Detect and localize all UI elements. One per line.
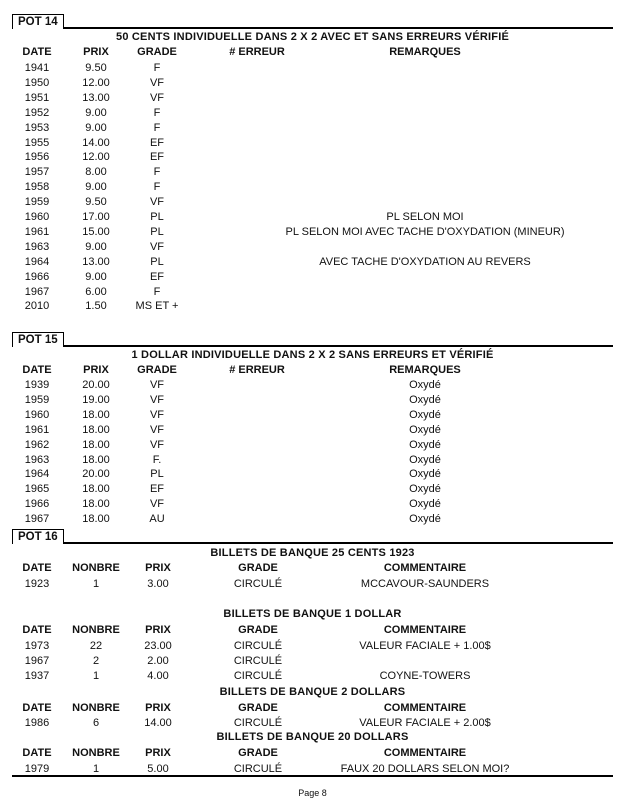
cell-comment: VALEUR FACIALE + 1.00$ bbox=[359, 640, 491, 652]
column-header: PRIX bbox=[145, 702, 171, 714]
column-header: GRADE bbox=[137, 364, 177, 376]
cell-grade: VF bbox=[149, 196, 165, 209]
cell-price: 18.00 bbox=[82, 438, 110, 451]
cell-price: 8.00 bbox=[85, 166, 107, 179]
cell-price: 13.00 bbox=[82, 255, 110, 268]
cell-date: 1952 bbox=[24, 106, 50, 119]
column-header: NONBRE bbox=[72, 747, 120, 759]
cell-grade: CIRCULÉ bbox=[233, 763, 283, 775]
cell-remark: Oxydé bbox=[409, 438, 441, 451]
cell-remark: PL SELON MOI bbox=[386, 211, 464, 223]
cell-date: 1950 bbox=[24, 76, 50, 89]
cell-price: 3.00 bbox=[147, 578, 169, 590]
column-header: COMMENTAIRE bbox=[383, 747, 467, 759]
cell-price: 12.00 bbox=[82, 76, 110, 89]
cell-price: 12.00 bbox=[82, 151, 110, 164]
cell-date: 1961 bbox=[24, 423, 50, 436]
cell-grade: PL bbox=[150, 255, 164, 268]
cell-date: 1979 bbox=[24, 763, 50, 775]
pot-label: POT 15 bbox=[12, 332, 64, 347]
cell-price: 17.00 bbox=[82, 211, 110, 223]
cell-comment: MCCAVOUR-SAUNDERS bbox=[360, 578, 490, 590]
cell-price: 9.00 bbox=[85, 181, 107, 194]
column-header: DATE bbox=[22, 702, 52, 714]
cell-price: 19.00 bbox=[82, 393, 110, 406]
cell-remark: Oxydé bbox=[409, 393, 441, 406]
cell-grade: VF bbox=[149, 498, 165, 511]
pot-label: POT 16 bbox=[12, 529, 64, 544]
column-header: # ERREUR bbox=[229, 364, 285, 376]
cell-grade: VF bbox=[149, 438, 165, 451]
cell-grade: PL bbox=[150, 211, 164, 223]
cell-grade: F bbox=[153, 62, 161, 74]
cell-price: 6.00 bbox=[85, 285, 107, 298]
cell-grade: CIRCULÉ bbox=[233, 669, 283, 682]
cell-price: 18.00 bbox=[82, 513, 110, 526]
cell-grade: F bbox=[153, 121, 161, 134]
cell-date: 1963 bbox=[24, 240, 50, 253]
cell-grade: EF bbox=[149, 151, 165, 164]
column-header: PRIX bbox=[83, 46, 109, 58]
cell-date: 1960 bbox=[24, 211, 50, 223]
cell-remark: Oxydé bbox=[409, 483, 441, 496]
cell-count: 22 bbox=[89, 640, 103, 652]
cell-count: 2 bbox=[92, 654, 100, 667]
cell-grade: AU bbox=[149, 513, 165, 526]
section-title: 50 CENTS INDIVIDUELLE DANS 2 X 2 AVEC ET SANS ERREURS VÉRIFIÉ bbox=[116, 31, 509, 43]
group-title: BILLETS DE BANQUE 25 CENTS 1923 bbox=[210, 547, 415, 559]
cell-date: 1959 bbox=[24, 393, 50, 406]
column-header: REMARQUES bbox=[389, 364, 461, 376]
cell-grade: F bbox=[153, 106, 161, 119]
cell-grade: EF bbox=[149, 483, 165, 496]
column-header: NONBRE bbox=[72, 624, 120, 636]
column-header: REMARQUES bbox=[389, 46, 461, 58]
cell-price: 18.00 bbox=[82, 453, 110, 466]
cell-date: 1923 bbox=[24, 578, 50, 590]
cell-price: 1.50 bbox=[85, 300, 107, 313]
cell-grade: VF bbox=[149, 91, 165, 104]
column-header: PRIX bbox=[145, 624, 171, 636]
cell-price: 9.00 bbox=[85, 106, 107, 119]
cell-grade: CIRCULÉ bbox=[233, 654, 283, 667]
cell-grade: CIRCULÉ bbox=[233, 717, 283, 729]
column-header: NONBRE bbox=[72, 702, 120, 714]
cell-date: 1960 bbox=[24, 408, 50, 421]
column-header: COMMENTAIRE bbox=[383, 624, 467, 636]
column-header: GRADE bbox=[137, 46, 177, 58]
cell-remark: Oxydé bbox=[409, 408, 441, 421]
cell-grade: EF bbox=[149, 270, 165, 283]
cell-count: 6 bbox=[92, 717, 100, 729]
section-title: 1 DOLLAR INDIVIDUELLE DANS 2 X 2 SANS ERREURS ET VÉRIFIÉ bbox=[131, 349, 494, 361]
cell-grade: CIRCULÉ bbox=[233, 578, 283, 590]
column-header: COMMENTAIRE bbox=[383, 702, 467, 714]
cell-grade: VF bbox=[149, 393, 165, 406]
cell-grade: F bbox=[153, 166, 161, 179]
cell-grade: VF bbox=[149, 240, 165, 253]
cell-date: 1941 bbox=[24, 62, 50, 74]
group-title: BILLETS DE BANQUE 1 DOLLAR bbox=[223, 608, 402, 620]
cell-grade: PL bbox=[150, 468, 164, 481]
cell-date: 1967 bbox=[24, 654, 50, 667]
cell-remark: Oxydé bbox=[409, 423, 441, 436]
cell-remark: Oxydé bbox=[409, 379, 441, 391]
column-header: DATE bbox=[22, 46, 52, 58]
bottom-rule bbox=[12, 775, 613, 777]
cell-price: 13.00 bbox=[82, 91, 110, 104]
cell-remark: Oxydé bbox=[409, 453, 441, 466]
column-header: PRIX bbox=[83, 364, 109, 376]
cell-count: 1 bbox=[92, 669, 100, 682]
cell-grade: MS ET + bbox=[135, 300, 179, 313]
column-header: DATE bbox=[22, 562, 52, 574]
cell-date: 1959 bbox=[24, 196, 50, 209]
group-title: BILLETS DE BANQUE 2 DOLLARS bbox=[219, 686, 406, 698]
pot-header-pot16 bbox=[12, 529, 613, 544]
cell-date: 1951 bbox=[24, 91, 50, 104]
cell-price: 9.00 bbox=[85, 240, 107, 253]
cell-price: 2.00 bbox=[147, 654, 169, 667]
cell-date: 1958 bbox=[24, 181, 50, 194]
column-header: NONBRE bbox=[72, 562, 120, 574]
cell-grade: VF bbox=[149, 423, 165, 436]
column-header: GRADE bbox=[238, 562, 278, 574]
cell-date: 1956 bbox=[24, 151, 50, 164]
pot-header-pot14 bbox=[12, 14, 613, 29]
cell-date: 1955 bbox=[24, 136, 50, 149]
cell-price: 9.50 bbox=[85, 62, 107, 74]
cell-grade: F bbox=[153, 285, 161, 298]
column-header: PRIX bbox=[145, 562, 171, 574]
cell-remark: Oxydé bbox=[409, 513, 441, 526]
cell-date: 1961 bbox=[24, 225, 50, 238]
cell-price: 18.00 bbox=[82, 408, 110, 421]
cell-grade: VF bbox=[149, 76, 165, 89]
cell-comment: COYNE-TOWERS bbox=[379, 669, 471, 682]
cell-date: 1967 bbox=[24, 285, 50, 298]
cell-comment: FAUX 20 DOLLARS SELON MOI? bbox=[340, 763, 510, 775]
group-title: BILLETS DE BANQUE 20 DOLLARS bbox=[216, 731, 409, 743]
section-rule bbox=[12, 345, 613, 347]
cell-count: 1 bbox=[92, 578, 100, 590]
cell-date: 1986 bbox=[24, 717, 50, 729]
cell-grade: EF bbox=[149, 136, 165, 149]
cell-date: 1965 bbox=[24, 483, 50, 496]
column-header: COMMENTAIRE bbox=[383, 562, 467, 574]
cell-price: 20.00 bbox=[82, 379, 110, 391]
cell-date: 1973 bbox=[24, 640, 50, 652]
cell-grade: F bbox=[153, 181, 161, 194]
cell-date: 1937 bbox=[24, 669, 50, 682]
page-footer: Page 8 bbox=[298, 788, 327, 798]
column-header: GRADE bbox=[238, 624, 278, 636]
cell-price: 18.00 bbox=[82, 423, 110, 436]
section-rule bbox=[12, 542, 613, 544]
cell-date: 1963 bbox=[24, 453, 50, 466]
cell-remark: AVEC TACHE D'OXYDATION AU REVERS bbox=[319, 255, 531, 268]
cell-date: 1964 bbox=[24, 468, 50, 481]
cell-price: 9.00 bbox=[85, 270, 107, 283]
cell-date: 1966 bbox=[24, 498, 50, 511]
cell-remark: Oxydé bbox=[409, 498, 441, 511]
column-header: # ERREUR bbox=[229, 46, 285, 58]
cell-date: 1962 bbox=[24, 438, 50, 451]
cell-grade: VF bbox=[149, 379, 165, 391]
cell-price: 20.00 bbox=[82, 468, 110, 481]
cell-date: 1939 bbox=[24, 379, 50, 391]
pot-header-pot15 bbox=[12, 332, 613, 347]
column-header: GRADE bbox=[238, 702, 278, 714]
cell-date: 1953 bbox=[24, 121, 50, 134]
cell-price: 18.00 bbox=[82, 498, 110, 511]
cell-price: 5.00 bbox=[147, 763, 169, 775]
pot-label: POT 14 bbox=[12, 14, 64, 29]
cell-price: 14.00 bbox=[82, 136, 110, 149]
cell-date: 2010 bbox=[24, 300, 50, 313]
cell-remark: Oxydé bbox=[409, 468, 441, 481]
cell-date: 1967 bbox=[24, 513, 50, 526]
cell-date: 1966 bbox=[24, 270, 50, 283]
column-header: DATE bbox=[22, 364, 52, 376]
cell-comment: VALEUR FACIALE + 2.00$ bbox=[359, 717, 491, 729]
column-header: DATE bbox=[22, 747, 52, 759]
section-rule bbox=[12, 27, 613, 29]
cell-price: 9.00 bbox=[85, 121, 107, 134]
cell-price: 9.50 bbox=[85, 196, 107, 209]
column-header: PRIX bbox=[145, 747, 171, 759]
cell-price: 4.00 bbox=[147, 669, 169, 682]
cell-grade: F. bbox=[152, 453, 162, 466]
cell-price: 15.00 bbox=[82, 225, 110, 238]
cell-price: 14.00 bbox=[144, 717, 172, 729]
cell-price: 18.00 bbox=[82, 483, 110, 496]
column-header: GRADE bbox=[238, 747, 278, 759]
column-header: DATE bbox=[22, 624, 52, 636]
cell-grade: CIRCULÉ bbox=[233, 640, 283, 652]
cell-remark: PL SELON MOI AVEC TACHE D'OXYDATION (MINEUR) bbox=[285, 225, 565, 238]
cell-count: 1 bbox=[92, 763, 100, 775]
cell-grade: VF bbox=[149, 408, 165, 421]
cell-date: 1957 bbox=[24, 166, 50, 179]
cell-price: 23.00 bbox=[144, 640, 172, 652]
cell-date: 1964 bbox=[24, 255, 50, 268]
cell-grade: PL bbox=[150, 225, 164, 238]
